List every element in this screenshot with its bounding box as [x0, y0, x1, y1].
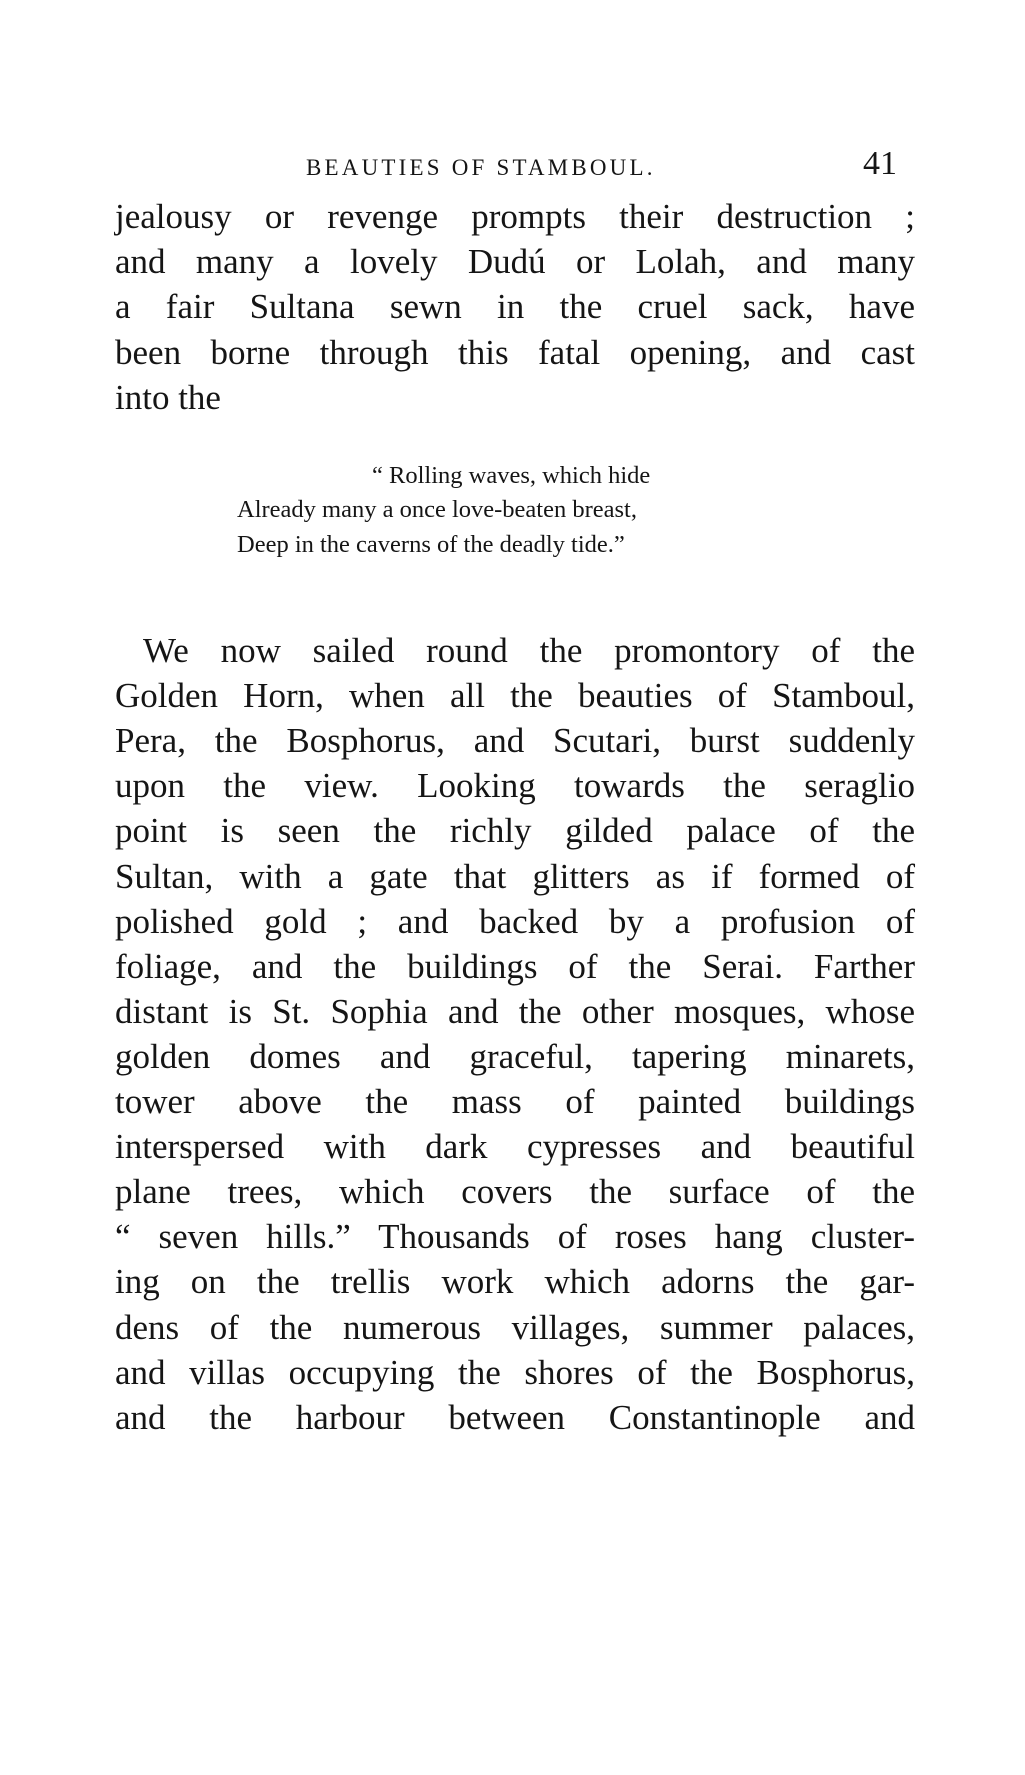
paragraph-line: and many a lovely Dudú or Lolah, and many — [115, 242, 915, 281]
quote-line: Already many a once love-beaten breast, — [237, 496, 637, 523]
paragraph-line: jealousy or revenge prompts their destruction ; — [115, 197, 915, 236]
paragraph-line: “ seven hills.” Thousands of roses hang cluster- — [115, 1217, 915, 1256]
paragraph-line: upon the view. Looking towards the seraglio — [115, 766, 915, 805]
paragraph-line: Sultan, with a gate that glitters as if formed of — [115, 857, 915, 896]
paragraph-line: a fair Sultana sewn in the cruel sack, have — [115, 287, 915, 326]
quote-line: Deep in the caverns of the deadly tide.” — [237, 531, 625, 558]
paragraph-line: plane trees, which covers the surface of the — [115, 1172, 915, 1211]
quote-line: “ Rolling waves, which hide — [372, 462, 651, 489]
paragraph-line: Golden Horn, when all the beauties of Stamboul, — [115, 676, 915, 715]
page-number: 41 — [863, 145, 897, 182]
paragraph-line: been borne through this fatal opening, and cast — [115, 333, 915, 372]
running-title: BEAUTIES OF STAMBOUL. — [306, 155, 656, 180]
paragraph-line: and villas occupying the shores of the Bosphorus, — [115, 1353, 915, 1392]
paragraph-line: tower above the mass of painted buildings — [115, 1082, 915, 1121]
paragraph-line: Pera, the Bosphorus, and Scutari, burst suddenly — [115, 721, 915, 760]
paragraph-line: distant is St. Sophia and the other mosques, whose — [115, 992, 915, 1031]
paragraph-line: golden domes and graceful, tapering minarets, — [115, 1037, 915, 1076]
paragraph-line: interspersed with dark cypresses and beautiful — [115, 1127, 915, 1166]
paragraph-line: foliage, and the buildings of the Serai. Farther — [115, 947, 915, 986]
paragraph-line: ing on the trellis work which adorns the gar- — [115, 1262, 915, 1301]
running-head — [0, 145, 1025, 185]
paragraph-line: and the harbour between Constantinople and — [115, 1398, 915, 1437]
paragraph-line: into the — [115, 378, 221, 417]
paragraph-line: polished gold ; and backed by a profusion of — [115, 902, 915, 941]
paragraph-line: dens of the numerous villages, summer palaces, — [115, 1308, 915, 1347]
paragraph-line: point is seen the richly gilded palace of the — [115, 811, 915, 850]
paragraph-line: We now sailed round the promontory of the — [143, 631, 915, 670]
